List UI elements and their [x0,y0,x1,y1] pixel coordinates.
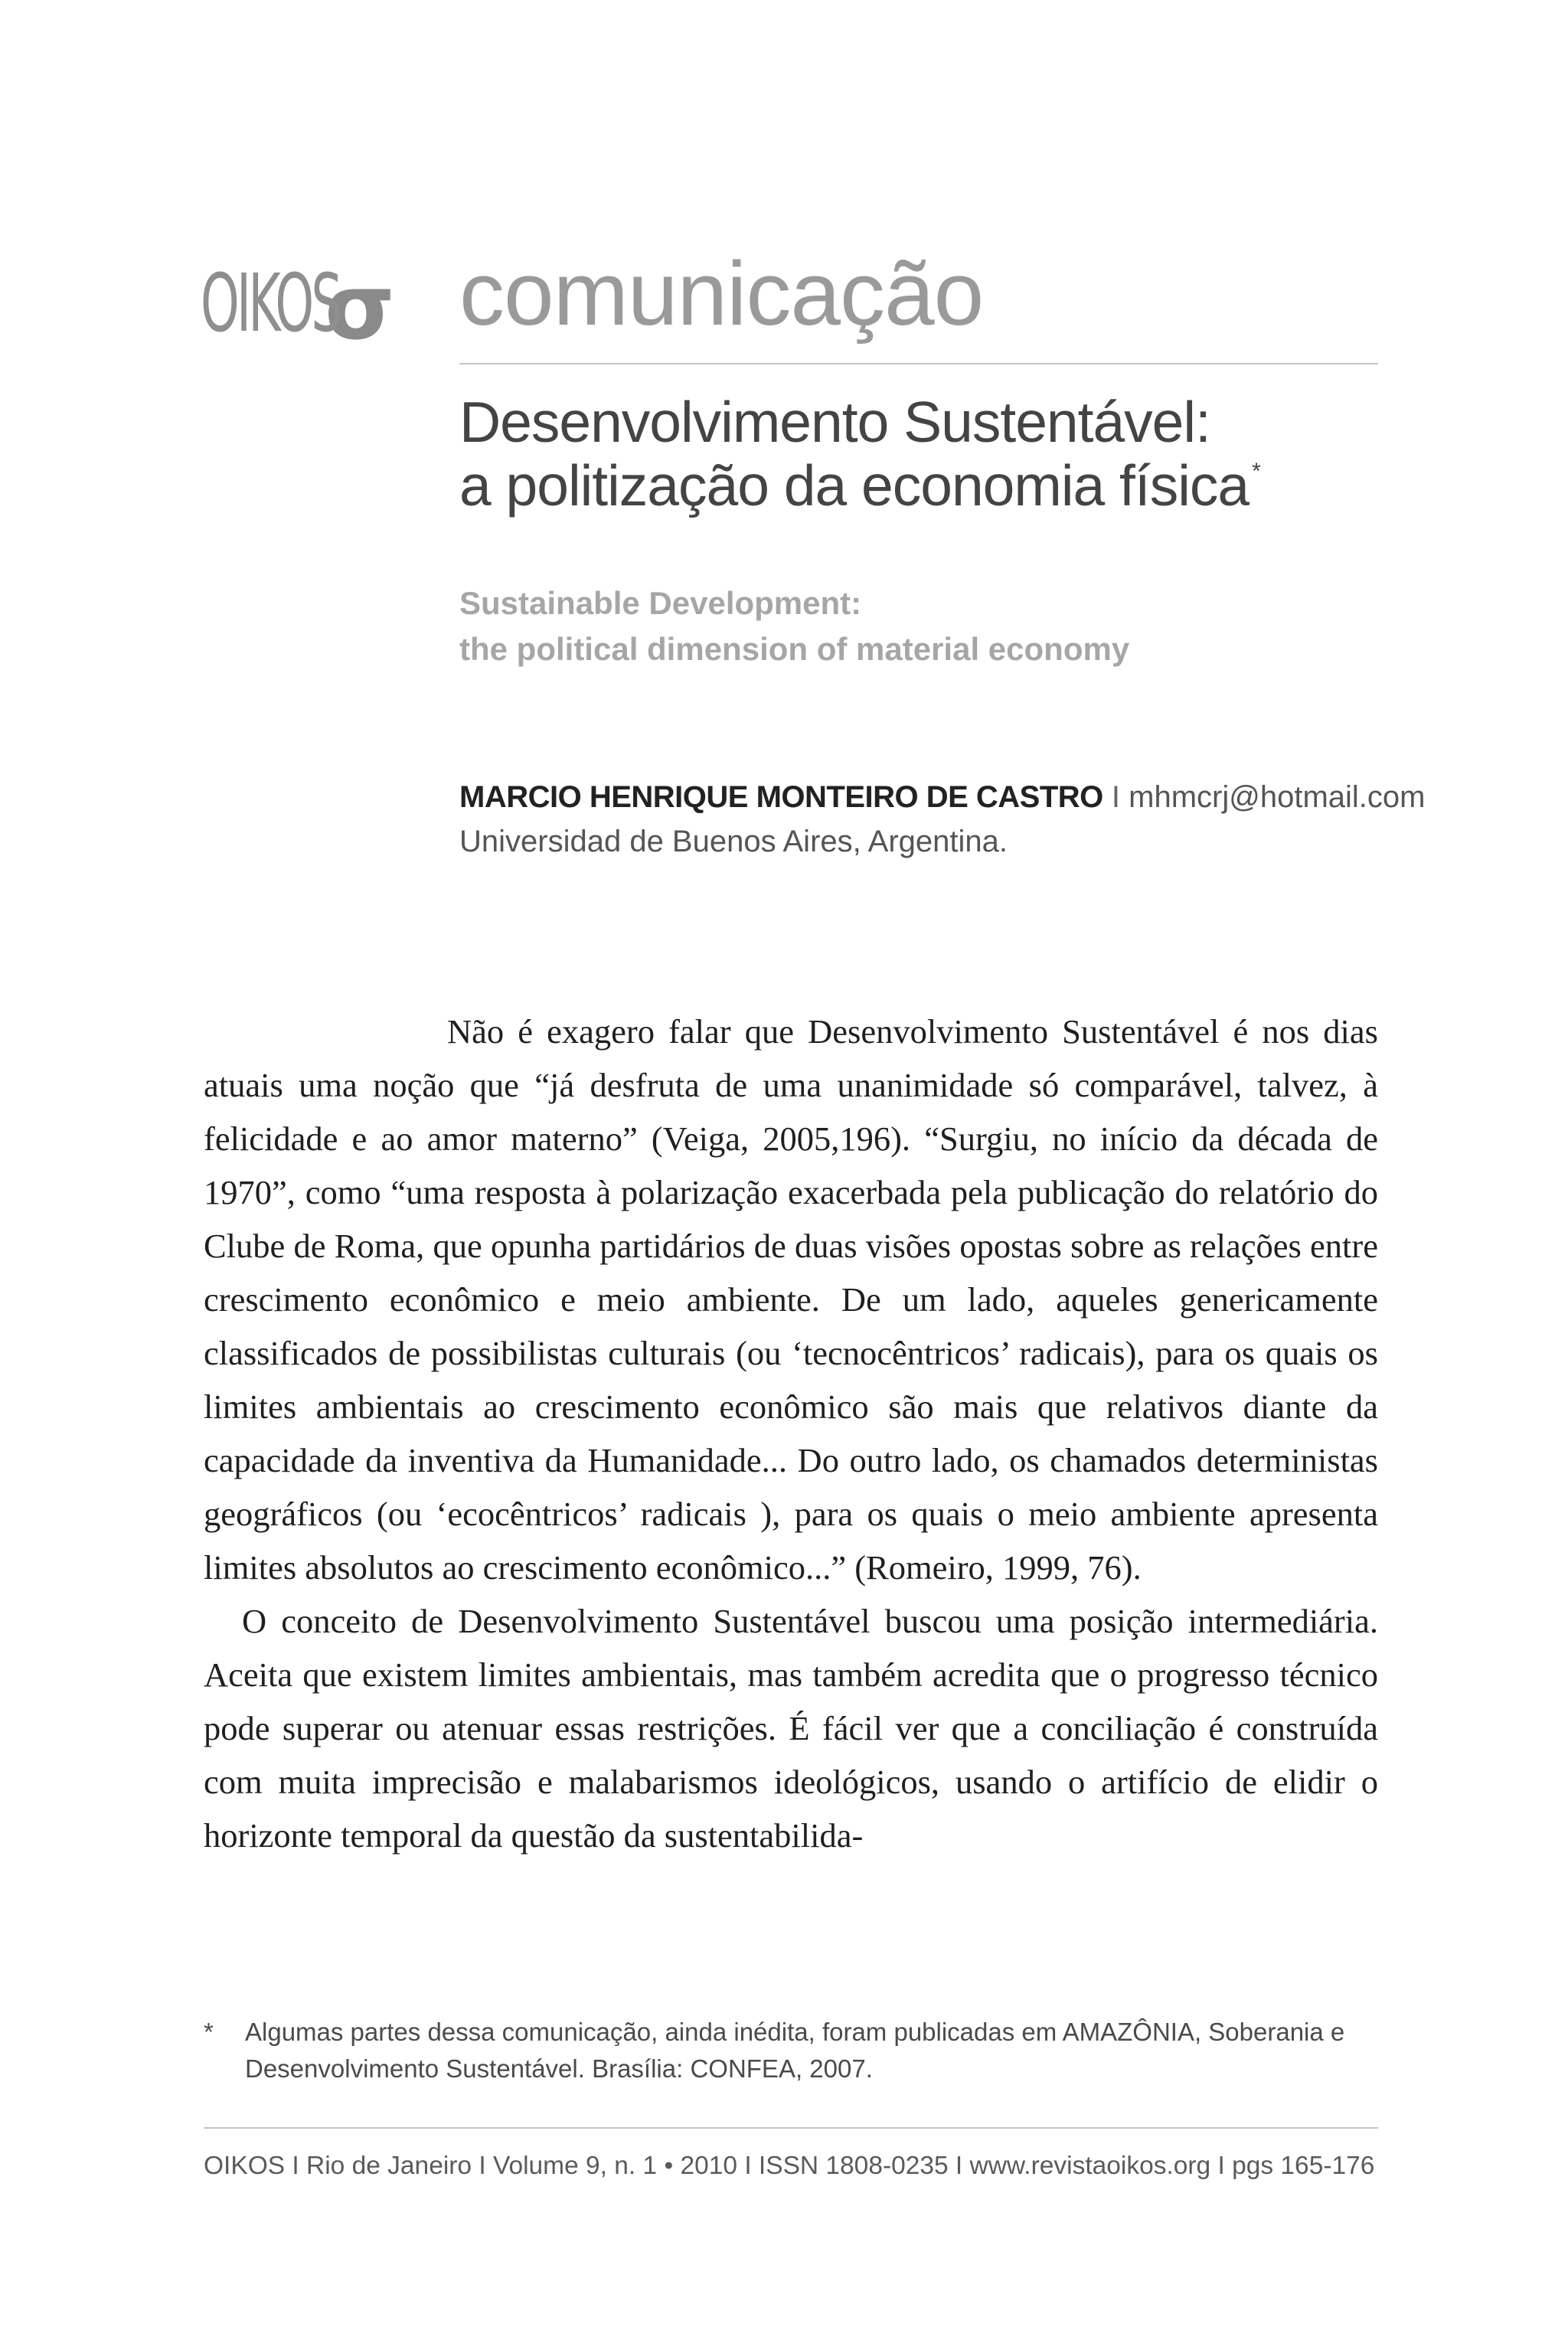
author-email[interactable]: mhmcrj@hotmail.com [1129,780,1426,814]
subtitle-line2: the political dimension of material economy [459,630,1130,667]
article-subtitle [459,580,1378,672]
article-body [204,1005,1378,1862]
page-footer: OIKOS I Rio de Janeiro I Volume 9, n. 1 • 2010 I ISSN 1808-0235 I www.revistaoikos.org I pgs 165-176 [204,2152,1375,2180]
header-divider [459,363,1378,364]
subtitle-line1: Sustainable Development: [459,585,862,621]
journal-logo [201,251,395,360]
footer-divider [204,2127,1378,2129]
footnote [204,2014,1383,2087]
article-title-line1: Desenvolvimento Sustentável: [459,390,1210,454]
sigma-icon: σ [325,253,395,360]
body-paragraph-2: O conceito de Desenvolvimento Sustentável buscou uma posição intermediária. Aceita que existem limites ambientais, mas também acredita que o progresso técnico pode superar ou atenuar essas restrições. É fácil ver que a conciliação é construída com muita imprecisão e malabarismos ideológicos, usando o artifício de elidir o horizonte temporal da questão da sustentabilida- [204,1602,1378,1855]
author-affiliation: Universidad de Buenos Aires, Argentina. [459,825,1008,858]
article-title [459,391,1416,517]
body-paragraph-1: Não é exagero falar que Desenvolvimento Sustentável é nos dias atuais uma noção que “já desfruta de uma unanimidade só comparável, talvez, à felicidade e ao amor materno” (Veiga, 2005,196). “Surgiu, no início da década de 1970”, como “uma resposta à polarização exacerbada pela publicação do relatório do Clube de Roma, que opunha partidários de duas visões opostas sobre as relações entre crescimento econômico e meio ambiente. De um lado, aqueles genericamente classificados de possibilistas culturais (ou ‘tecnocêntricos’ radicais), para os quais os limites ambientais ao crescimento econômico são mais que relativos diante da capacidade da inventiva da Humanidade... Do outro lado, os chamados deterministas geográficos (ou ‘ecocêntricos’ radicais ), para os quais o meio ambiente apresenta limites absolutos ao crescimento econômico...” (Romeiro, 1999, 76). [204,1012,1378,1587]
author-block [459,775,1455,864]
section-title: comunicação [459,243,984,345]
author-info [459,775,1455,819]
author-separator: I [1102,780,1129,814]
title-footnote-mark[interactable]: * [1252,458,1260,484]
footnote-text: Algumas partes dessa comunicação, ainda inédita, foram publicadas em AMAZÔNIA, Soberania e Desenvolvimento Sustentável. Brasília: CONFEA, 2007. [245,2018,1345,2083]
article-title-line2-text: a politização da economia física [459,453,1250,518]
author-name: MARCIO HENRIQUE MONTEIRO DE CASTRO [459,780,1103,814]
article-title-line2 [459,454,1416,518]
footnote-mark: * [204,2018,214,2046]
logo-wordmark: OIKOS [201,257,340,350]
